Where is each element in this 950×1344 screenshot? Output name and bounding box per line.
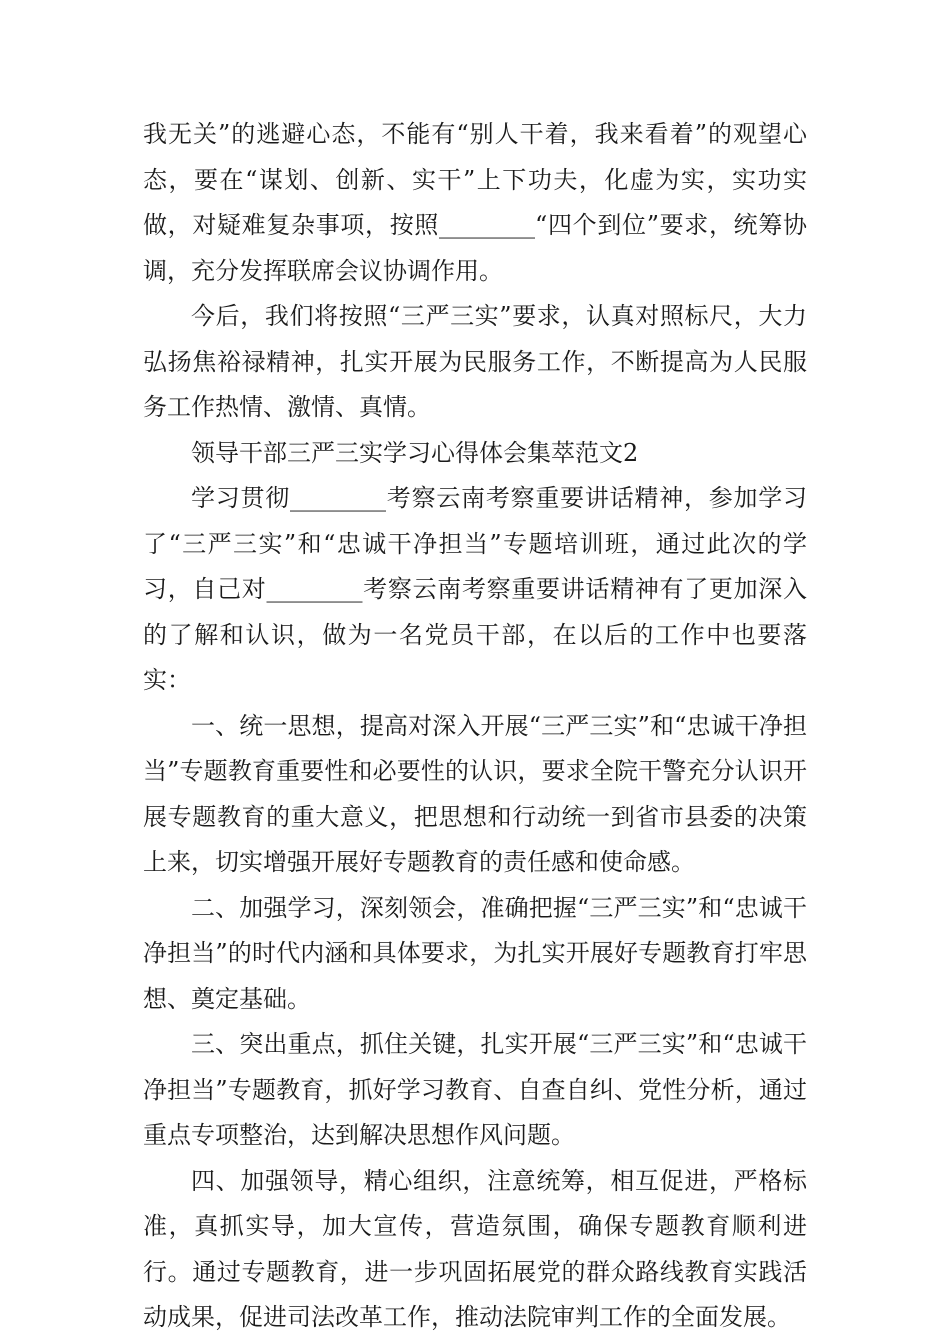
paragraph-point-3: 三、突出重点，抓住关键，扎实开展“三严三实”和“忠诚干净担当”专题教育，抓好学习教育、自查自纠、党性分析，通过重点专项整治，达到解决思想作风问题。 — [143, 1030, 807, 1149]
paragraph-intro: 学习贯彻________考察云南考察重要讲话精神，参加学习了“三严三实”和“忠诚干净担当”专题培训班，通过此次的学习，自己对________考察云南考察重要讲话精神有了更加深入的了解和认识，做为一名党员干部，在以后的工作中也要落实： — [143, 484, 807, 694]
paragraph-continuation: 我无关”的逃避心态，不能有“别人干着，我来看着”的观望心态，要在“谋划、创新、实干”上下功夫，化虚为实，实功实做，对疑难复杂事项，按照________“四个到位”要求，统筹协调，充分发挥联席会议协调作用。 — [143, 120, 807, 285]
paragraph-point-1: 一、统一思想，提高对深入开展“三严三实”和“忠诚干净担当”专题教育重要性和必要性的认识，要求全院干警充分认识开展专题教育的重大意义，把思想和行动统一到省市县委的决策上来，切实增强开展好专题教育的责任感和使命感。 — [143, 711, 807, 876]
paragraph-conclusion: 今后，我们将按照“三严三实”要求，认真对照标尺，大力弘扬焦裕禄精神，扎实开展为民服务工作，不断提高为人民服务工作热情、激情、真情。 — [143, 302, 807, 421]
paragraph-point-4: 四、加强领导，精心组织，注意统筹，相互促进，严格标准，真抓实导，加大宣传，营造氛围，确保专题教育顺利进行。通过专题教育，进一步巩固拓展党的群众路线教育实践活动成果，促进司法改革工作，推动法院审判工作的全面发展。 — [143, 1166, 807, 1331]
paragraph-point-2: 二、加强学习，深刻领会，准确把握“三严三实”和“忠诚干净担当”的时代内涵和具体要求，为扎实开展好专题教育打牢思想、奠定基础。 — [143, 893, 807, 1013]
document-body — [143, 112, 807, 1341]
section-title: 领导干部三严三实学习心得体会集萃范文2 — [191, 438, 639, 467]
